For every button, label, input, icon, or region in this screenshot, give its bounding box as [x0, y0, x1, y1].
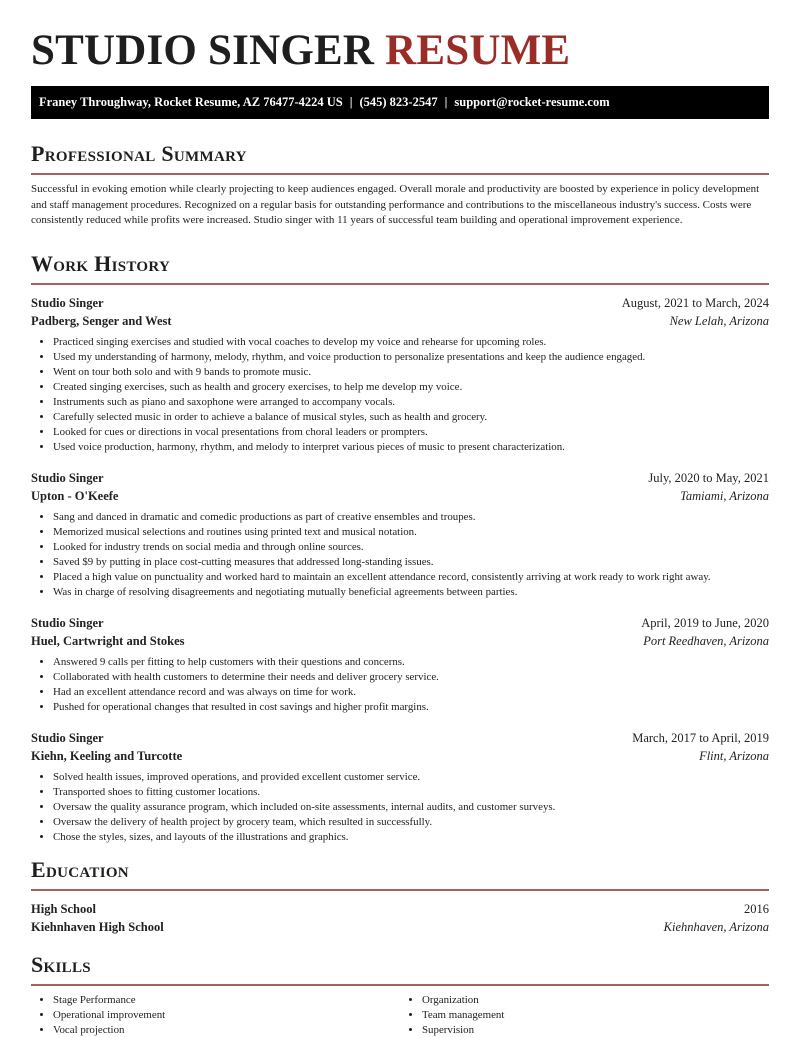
work-history-heading: Work History — [31, 250, 171, 276]
job-bullets — [31, 770, 769, 845]
company-name: Huel, Cartwright and Stokes — [31, 633, 185, 648]
job-entry — [31, 294, 769, 455]
job-company-row — [31, 312, 769, 330]
job-location: New Lelah, Arizona — [669, 313, 769, 328]
list-item: • Instruments such as piano and saxophone were arranged to accompany vocals. — [53, 395, 769, 410]
skill-item: • Operational improvement — [53, 1008, 400, 1023]
list-item: • Looked for industry trends on social media and through online sources. — [53, 540, 769, 555]
list-item: • Transported shoes to fitting customer locations. — [53, 785, 769, 800]
list-item: • Solved health issues, improved operations, and provided excellent customer service. — [53, 770, 769, 785]
job-dates: August, 2021 to March, 2024 — [621, 295, 769, 310]
list-item: • Saved $9 by putting in place cost-cutting measures that addressed long-standing issues. — [53, 555, 769, 570]
list-item: • Carefully selected music in order to achieve a balance of musical styles, such as health and grocery. — [53, 410, 769, 425]
list-item: • Oversaw the delivery of health project by grocery team, which resulted in successfully. — [53, 815, 769, 830]
skills-heading: Skills — [31, 951, 91, 977]
list-item: • Used my understanding of harmony, melody, rhythm, and voice production to personalize presentations and keep the audience engaged. — [53, 350, 769, 365]
job-bullets — [31, 655, 769, 715]
list-item: • Used voice production, harmony, rhythm, and melody to interpret various pieces of music to present characterization. — [53, 440, 769, 455]
section-divider — [31, 889, 769, 891]
skill-item: • Stage Performance — [53, 993, 400, 1008]
job-title: Studio Singer — [31, 730, 104, 745]
job-bullets — [31, 510, 769, 600]
job-list — [31, 294, 769, 845]
section-divider — [31, 173, 769, 175]
job-header-row — [31, 294, 769, 312]
degree: High School — [31, 901, 96, 916]
job-title: Studio Singer — [31, 615, 104, 630]
job-dates: July, 2020 to May, 2021 — [648, 470, 769, 485]
job-header-row — [31, 614, 769, 632]
list-item: • Pushed for operational changes that resulted in cost savings and higher profit margins. — [53, 700, 769, 715]
section-divider — [31, 283, 769, 285]
job-header-row — [31, 469, 769, 487]
list-item: • Looked for cues or directions in vocal presentations from choral leaders or prompters. — [53, 425, 769, 440]
skill-item: • Team management — [422, 1008, 769, 1023]
list-item: • Placed a high value on punctuality and worked hard to maintain an excellent attendance record, consistently arriving at work ready to work right away. — [53, 570, 769, 585]
school-location: Kiehnhaven, Arizona — [663, 919, 769, 934]
list-item: • Oversaw the quality assurance program, which included on-site assessments, internal audits, and customer surveys. — [53, 800, 769, 815]
list-item: • Practiced singing exercises and studied with vocal coaches to develop my voice and rehearse for upcoming roles. — [53, 335, 769, 350]
skill-item: • Supervision — [422, 1023, 769, 1038]
skill-item: • Organization — [422, 993, 769, 1008]
list-item: • Answered 9 calls per fitting to help customers with their questions and concerns. — [53, 655, 769, 670]
list-item: • Had an excellent attendance record and was always on time for work. — [53, 685, 769, 700]
job-entry — [31, 729, 769, 845]
education-entry — [31, 900, 769, 936]
job-bullets — [31, 335, 769, 455]
job-location: Tamiami, Arizona — [680, 488, 769, 503]
resume-title — [31, 0, 769, 74]
job-entry — [31, 614, 769, 715]
list-item: • Created singing exercises, such as health and grocery exercises, to help me develop my voice. — [53, 380, 769, 395]
separator: | — [349, 95, 353, 109]
job-entry — [31, 469, 769, 600]
job-company-row — [31, 632, 769, 650]
summary-text: Successful in evoking emotion while clearly projecting to keep audiences engaged. Overall morale and productivity are boosted by experience in policy development and staff management procedures. Recognized on a regular basis for outstanding performance and contributions to the miscellaneous industry's success. Costs were consistently reduced while profits were increased. Studio singer with 11 years of successful team building and operational improvement experience. — [31, 183, 760, 226]
list-item: • Collaborated with health customers to determine their needs and deliver grocery service. — [53, 670, 769, 685]
company-name: Padberg, Senger and West — [31, 313, 172, 328]
skills-list — [31, 986, 769, 1038]
list-item: • Went on tour both solo and with 9 bands to promote music. — [53, 365, 769, 380]
contact-phone: (545) 823-2547 — [359, 95, 438, 109]
contact-address: Franey Throughway, Rocket Resume, AZ 76477-4224 US — [39, 95, 343, 109]
school-name: Kiehnhaven High School — [31, 919, 164, 934]
company-name: Upton - O'Keefe — [31, 488, 119, 503]
separator: | — [444, 95, 448, 109]
job-title: Studio Singer — [31, 470, 104, 485]
job-header-row — [31, 729, 769, 747]
job-location: Port Reedhaven, Arizona — [643, 633, 769, 648]
skill-item: • Vocal projection — [53, 1023, 400, 1038]
contact-email: support@rocket-resume.com — [454, 95, 610, 109]
contact-bar — [31, 86, 769, 119]
job-dates: April, 2019 to June, 2020 — [641, 615, 769, 630]
list-item: • Chose the styles, sizes, and layouts of the illustrations and graphics. — [53, 830, 769, 845]
education-heading: Education — [31, 856, 129, 882]
job-company-row — [31, 487, 769, 505]
job-location: Flint, Arizona — [699, 748, 769, 763]
company-name: Kiehn, Keeling and Turcotte — [31, 748, 183, 763]
list-item: • Sang and danced in dramatic and comedic productions as part of creative ensembles and troupes. — [53, 510, 769, 525]
title-accent: RESUME — [385, 27, 571, 74]
skills-column-left — [31, 993, 400, 1038]
job-dates: March, 2017 to April, 2019 — [632, 730, 769, 745]
graduation-year: 2016 — [744, 901, 769, 916]
title-main: STUDIO SINGER — [31, 27, 375, 74]
skills-column-right — [400, 993, 769, 1038]
summary-heading: Professional Summary — [31, 141, 247, 166]
job-company-row — [31, 747, 769, 765]
job-title: Studio Singer — [31, 295, 104, 310]
list-item: • Memorized musical selections and routines using printed text and musical notation. — [53, 525, 769, 540]
list-item: • Was in charge of resolving disagreements and negotiating mutually beneficial agreements between parties. — [53, 585, 769, 600]
